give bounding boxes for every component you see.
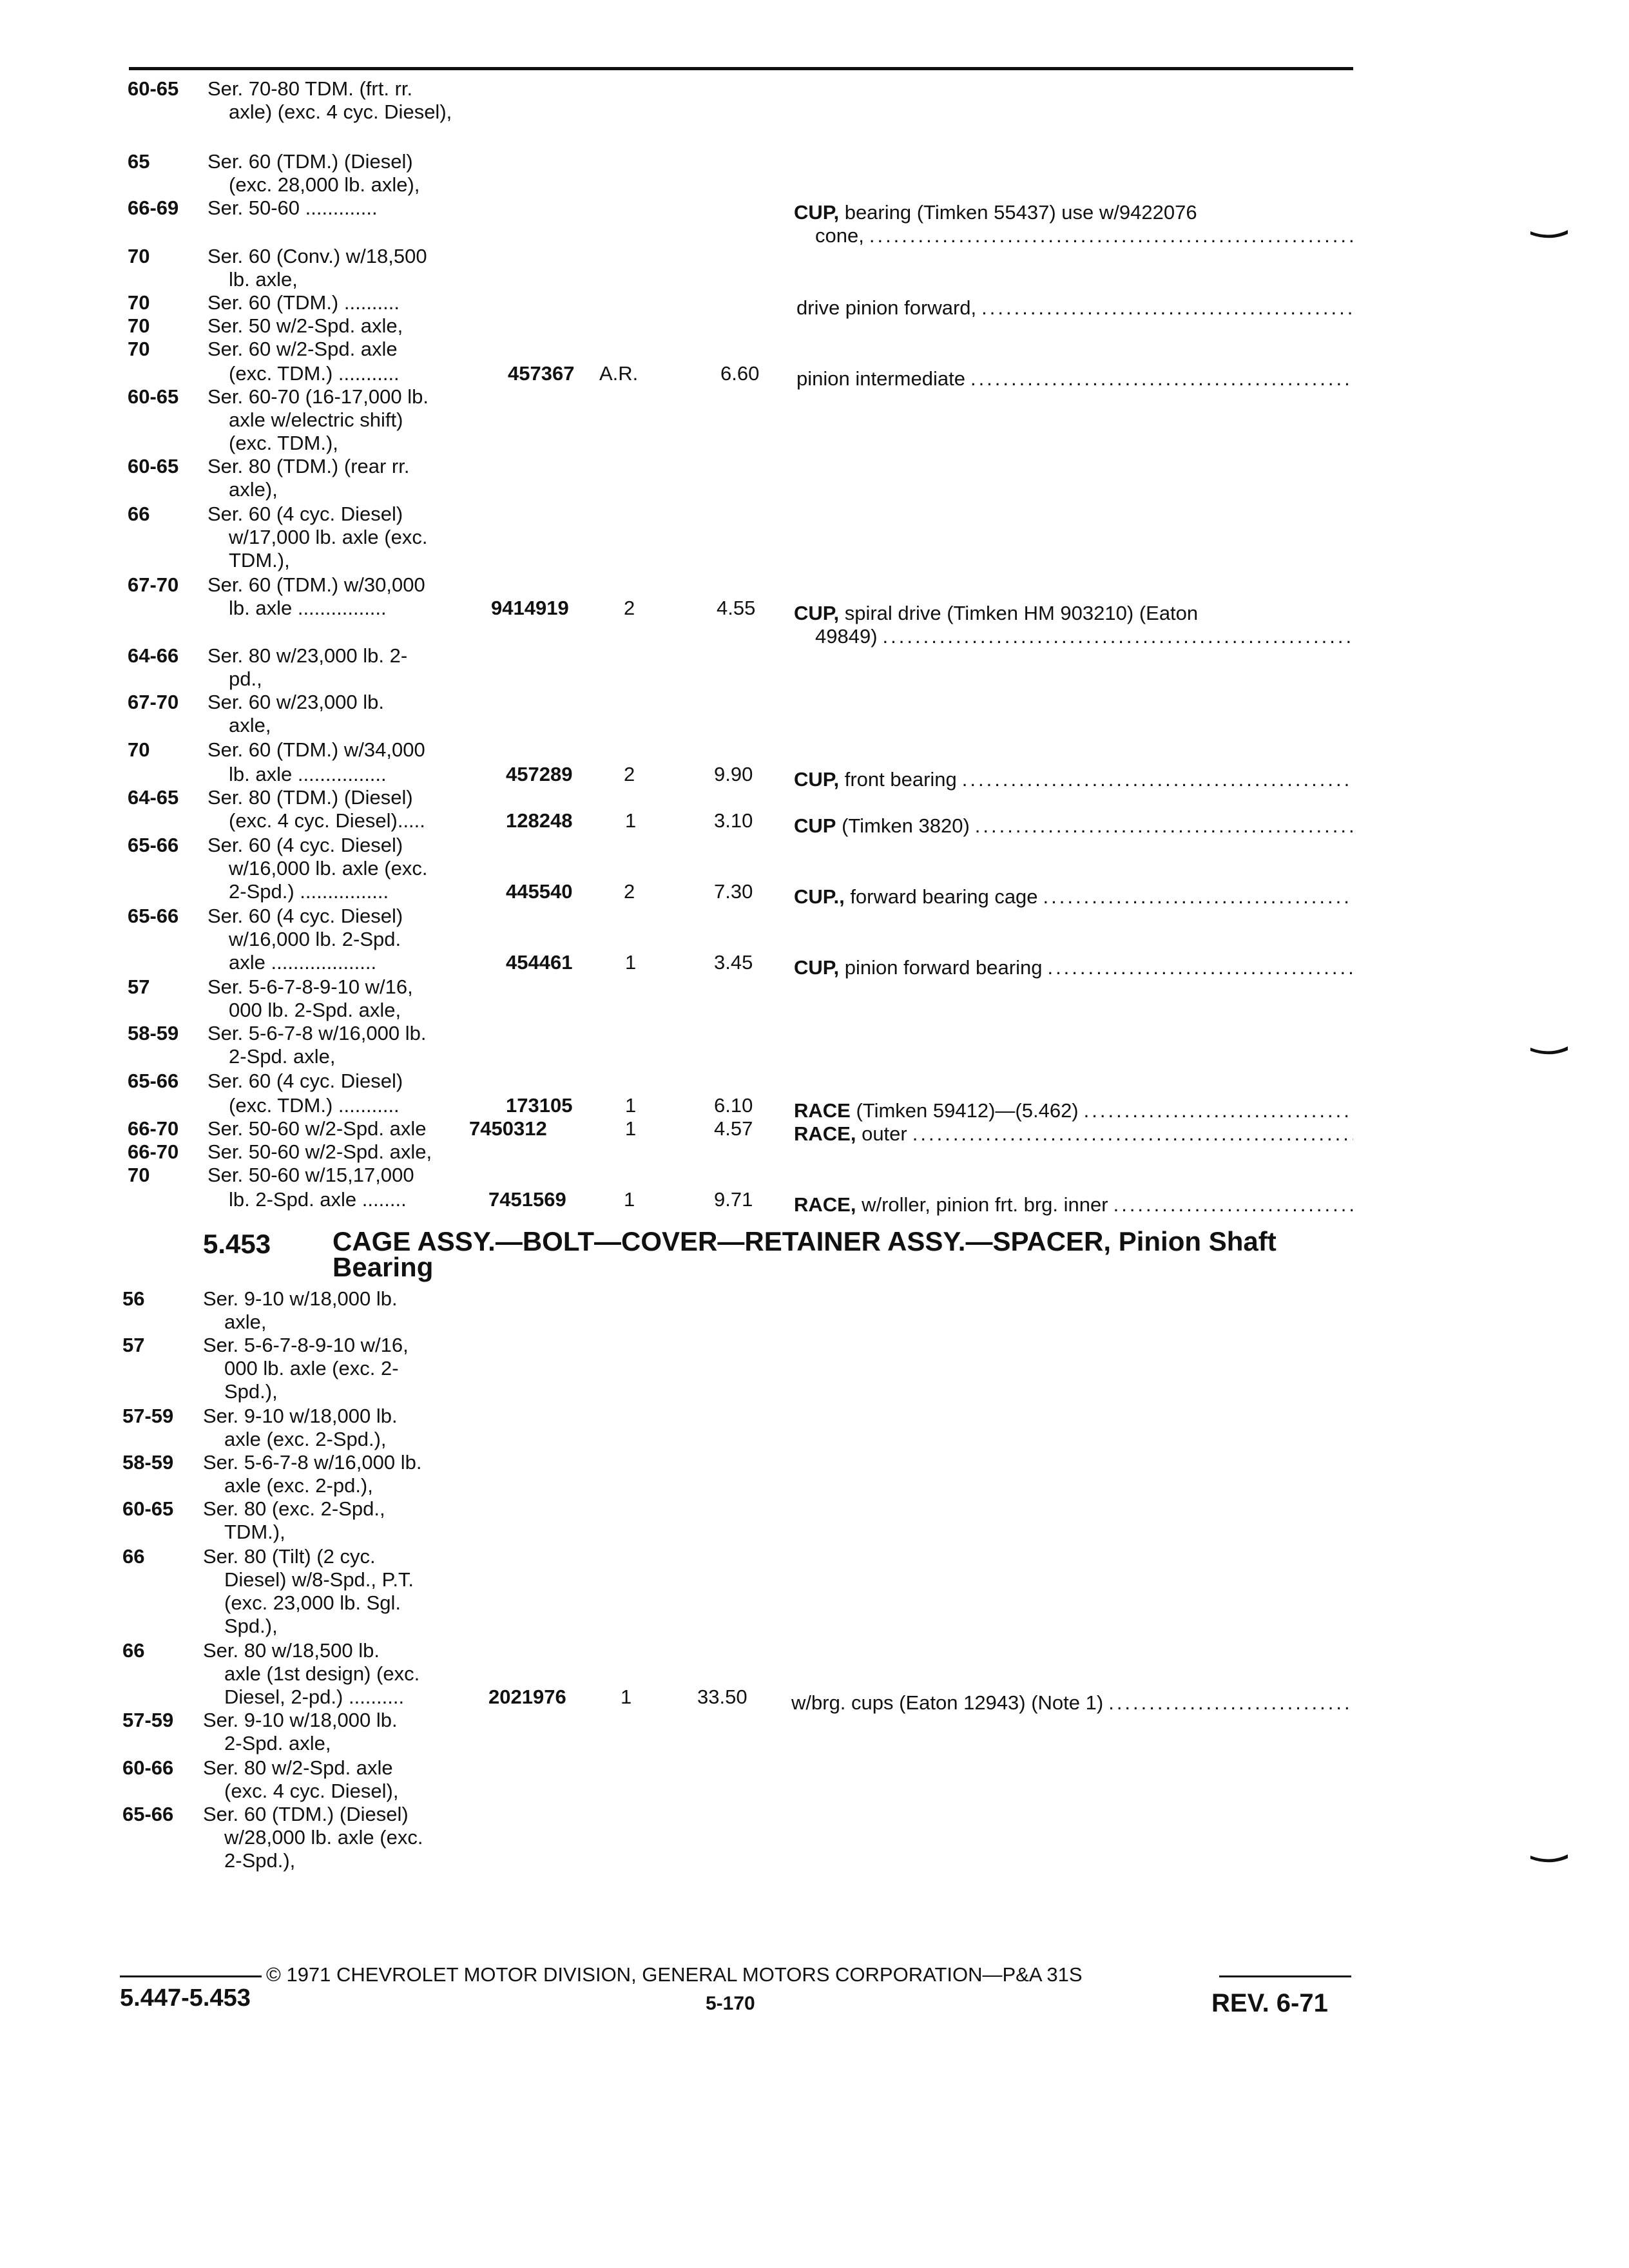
- application-cell: 2-Spd. axle,: [229, 1045, 336, 1068]
- application-cell: Ser. 80 w/18,500 lb.: [203, 1639, 380, 1662]
- description-text: 49849): [815, 625, 878, 648]
- application-cell: Ser. 60 (TDM.) w/34,000: [207, 738, 425, 761]
- part-number: 457367: [508, 362, 575, 385]
- part-number: 454461: [506, 951, 573, 974]
- description-row: [794, 1122, 1353, 1146]
- dot-leader: [962, 768, 1353, 791]
- application-cell: Ser. 5-6-7-8-9-10 w/16,: [207, 975, 413, 998]
- year-cell: 58-59: [128, 1022, 179, 1044]
- application-cell: Ser. 9-10 w/18,000 lb.: [203, 1405, 398, 1427]
- application-cell: Ser. 80 (Tilt) (2 cyc.: [203, 1545, 376, 1568]
- year-cell: 64-65: [128, 786, 179, 809]
- application-cell: axle (exc. 2-Spd.),: [224, 1428, 387, 1450]
- application-cell: Ser. 60 (4 cyc. Diesel): [207, 834, 403, 856]
- application-cell: Diesel) w/8-Spd., P.T.: [224, 1568, 414, 1591]
- application-cell: Ser. 9-10 w/18,000 lb.: [203, 1709, 398, 1731]
- description-text: drive pinion forward,: [796, 296, 977, 319]
- quantity: 2: [624, 763, 635, 785]
- application-cell: Spd.),: [224, 1615, 278, 1637]
- dot-leader: [1084, 1099, 1353, 1122]
- application-cell: axle (1st design) (exc.: [224, 1662, 420, 1685]
- description-keyword: CUP,: [794, 768, 840, 791]
- description-text: (Timken 59412)—(5.462): [856, 1099, 1079, 1122]
- application-cell: axle),: [229, 478, 278, 501]
- dot-leader: [981, 296, 1353, 320]
- year-cell: 65-66: [128, 905, 179, 927]
- price: 9.90: [714, 763, 753, 785]
- price: 4.57: [714, 1117, 753, 1140]
- price: 33.50: [697, 1686, 747, 1708]
- application-cell: Ser. 50-60 w/2-Spd. axle: [207, 1117, 427, 1140]
- application-cell: TDM.),: [229, 549, 290, 572]
- year-cell: 60-65: [128, 385, 179, 408]
- application-cell: (exc. 28,000 lb. axle),: [229, 173, 420, 196]
- application-cell: axle ...................: [229, 951, 377, 974]
- application-cell: Ser. 50-60 .............: [207, 197, 378, 219]
- application-cell: Ser. 60 (4 cyc. Diesel): [207, 905, 403, 927]
- dot-leader: [912, 1122, 1353, 1146]
- application-cell: 2-Spd. axle,: [224, 1732, 331, 1754]
- year-cell: 65: [128, 150, 150, 173]
- top-rule: [129, 67, 1353, 70]
- price: 9.71: [714, 1188, 753, 1211]
- footer-copyright: © 1971 CHEVROLET MOTOR DIVISION, GENERAL MOTORS CORPORATION—P&A 31S: [266, 1963, 1083, 1986]
- application-cell: Diesel, 2-pd.) ..........: [224, 1686, 405, 1708]
- application-cell: (exc. 23,000 lb. Sgl.: [224, 1591, 401, 1614]
- dot-leader: [970, 367, 1353, 390]
- price: 6.10: [714, 1094, 753, 1117]
- quantity: 1: [625, 809, 637, 832]
- dot-leader: [1108, 1691, 1353, 1715]
- application-cell: Ser. 80 (exc. 2-Spd.,: [203, 1497, 385, 1520]
- year-cell: 70: [128, 291, 150, 314]
- year-cell: 60-65: [128, 455, 179, 477]
- year-cell: 70: [128, 1164, 150, 1186]
- part-number: 7451569: [488, 1188, 566, 1211]
- section-number: 5.453: [203, 1229, 271, 1259]
- description-text: (Timken 3820): [842, 814, 970, 837]
- year-cell: 60-65: [122, 1497, 174, 1520]
- part-number: 7450312: [469, 1117, 547, 1140]
- application-cell: (exc. 4 cyc. Diesel),: [224, 1780, 399, 1802]
- application-cell: TDM.),: [224, 1521, 285, 1543]
- description-row: [815, 224, 1353, 247]
- application-cell: w/16,000 lb. axle (exc.: [229, 857, 428, 879]
- quantity: 1: [624, 1188, 635, 1211]
- quantity: 1: [625, 1094, 637, 1117]
- description-keyword: CUP,: [794, 602, 840, 624]
- description-row: [794, 201, 1353, 224]
- price: 7.30: [714, 880, 753, 903]
- description-text: forward bearing cage: [850, 885, 1038, 908]
- dot-leader: [883, 625, 1353, 648]
- year-cell: 67-70: [128, 691, 179, 713]
- margin-tab-mark-icon: [1530, 229, 1568, 240]
- description-keyword: CUP,: [794, 201, 840, 224]
- application-cell: 000 lb. 2-Spd. axle,: [229, 999, 401, 1021]
- year-cell: 70: [128, 245, 150, 267]
- dot-leader: [1043, 885, 1353, 908]
- year-cell: 65-66: [128, 1070, 179, 1092]
- description-row: [794, 768, 1353, 791]
- application-cell: axle) (exc. 4 cyc. Diesel),: [229, 101, 452, 123]
- application-cell: 000 lb. axle (exc. 2-: [224, 1357, 399, 1379]
- application-cell: Ser. 80 (TDM.) (Diesel): [207, 786, 413, 809]
- application-cell: Ser. 9-10 w/18,000 lb.: [203, 1287, 398, 1310]
- application-cell: 2-Spd.),: [224, 1849, 296, 1872]
- part-number: 128248: [506, 809, 573, 832]
- year-cell: 60-65: [128, 77, 179, 100]
- footer-revision: REV. 6-71: [1211, 1989, 1328, 2017]
- application-cell: lb. axle ................: [229, 763, 387, 785]
- year-cell: 64-66: [128, 644, 179, 667]
- application-cell: Ser. 60 (Conv.) w/18,500: [207, 245, 427, 267]
- description-row: [791, 1691, 1353, 1715]
- description-row: [794, 885, 1353, 908]
- year-cell: 57-59: [122, 1405, 174, 1427]
- description-keyword: CUP: [794, 814, 836, 837]
- year-cell: 57: [128, 975, 150, 998]
- description-keyword: RACE,: [794, 1122, 856, 1145]
- application-cell: lb. 2-Spd. axle ........: [229, 1188, 407, 1211]
- dot-leader: [1047, 956, 1353, 979]
- part-number: 2021976: [488, 1686, 566, 1708]
- margin-tab-mark-icon: [1530, 1853, 1568, 1865]
- description-text: w/roller, pinion frt. brg. inner: [862, 1193, 1108, 1216]
- description-text: spiral drive (Timken HM 903210) (Eaton: [844, 602, 1199, 624]
- quantity: 1: [625, 951, 637, 974]
- year-cell: 58-59: [122, 1451, 174, 1474]
- quantity: 1: [625, 1117, 637, 1140]
- description-row: [794, 1193, 1353, 1216]
- price: 6.60: [720, 362, 760, 385]
- description-row: [796, 367, 1353, 390]
- year-cell: 57-59: [122, 1709, 174, 1731]
- description-keyword: CUP.,: [794, 885, 845, 908]
- part-number: 173105: [506, 1094, 573, 1117]
- application-cell: Ser. 80 w/23,000 lb. 2-: [207, 644, 408, 667]
- quantity: 1: [621, 1686, 632, 1708]
- quantity: 2: [624, 597, 635, 619]
- application-cell: axle w/electric shift): [229, 408, 403, 431]
- description-keyword: RACE: [794, 1099, 851, 1122]
- part-number: 9414919: [491, 597, 569, 619]
- quantity: A.R.: [599, 362, 639, 385]
- year-cell: 65-66: [128, 834, 179, 856]
- description-row: [794, 956, 1353, 979]
- application-cell: Ser. 5-6-7-8 w/16,000 lb.: [203, 1451, 422, 1474]
- application-cell: (exc. TDM.) ...........: [229, 362, 400, 385]
- description-row: [794, 814, 1353, 838]
- application-cell: Ser. 60 (TDM.) (Diesel): [203, 1803, 409, 1825]
- application-cell: Ser. 60 (TDM.) w/30,000: [207, 573, 425, 596]
- application-cell: Ser. 70-80 TDM. (frt. rr.: [207, 77, 413, 100]
- application-cell: Ser. 5-6-7-8 w/16,000 lb.: [207, 1022, 427, 1044]
- description-row: [794, 602, 1353, 625]
- year-cell: 65-66: [122, 1803, 174, 1825]
- application-cell: Ser. 60 (TDM.) (Diesel): [207, 150, 413, 173]
- description-row: [815, 625, 1353, 648]
- description-keyword: CUP,: [794, 956, 840, 979]
- application-cell: Ser. 80 w/2-Spd. axle: [203, 1756, 393, 1779]
- application-cell: Ser. 50-60 w/15,17,000: [207, 1164, 414, 1186]
- application-cell: axle (exc. 2-pd.),: [224, 1474, 373, 1497]
- application-cell: Ser. 60 (4 cyc. Diesel): [207, 503, 403, 525]
- application-cell: Ser. 60 w/23,000 lb.: [207, 691, 385, 713]
- part-number: 457289: [506, 763, 573, 785]
- application-cell: axle,: [229, 714, 271, 736]
- description-row: [796, 296, 1353, 320]
- description-text: w/brg. cups (Eaton 12943) (Note 1): [791, 1691, 1104, 1714]
- application-cell: (exc. TDM.) ...........: [229, 1094, 400, 1117]
- application-cell: Ser. 60 (TDM.) ..........: [207, 291, 400, 314]
- application-cell: lb. axle,: [229, 268, 298, 291]
- application-cell: Ser. 60 w/2-Spd. axle: [207, 338, 398, 360]
- application-cell: Spd.),: [224, 1380, 278, 1403]
- year-cell: 66-70: [128, 1140, 179, 1163]
- price: 3.45: [714, 951, 753, 974]
- year-cell: 56: [122, 1287, 145, 1310]
- dot-leader: [869, 224, 1353, 247]
- description-text: pinion intermediate: [796, 367, 965, 390]
- year-cell: 66: [122, 1639, 145, 1662]
- quantity: 2: [624, 880, 635, 903]
- price: 3.10: [714, 809, 753, 832]
- description-text: front bearing: [844, 768, 957, 791]
- application-cell: w/28,000 lb. axle (exc.: [224, 1826, 423, 1849]
- section-title: CAGE ASSY.—BOLT—COVER—RETAINER ASSY.—SPACER, Pinion Shaft Bearing: [333, 1226, 1277, 1282]
- year-cell: 66: [128, 503, 150, 525]
- description-text: cone,: [815, 224, 864, 247]
- year-cell: 66-70: [128, 1117, 179, 1140]
- price: 4.55: [717, 597, 756, 619]
- application-cell: Ser. 50-60 w/2-Spd. axle,: [207, 1140, 432, 1163]
- application-cell: 2-Spd.) ................: [229, 880, 389, 903]
- year-cell: 57: [122, 1334, 145, 1356]
- description-keyword: RACE,: [794, 1193, 856, 1216]
- application-cell: axle,: [224, 1311, 267, 1333]
- application-cell: w/16,000 lb. 2-Spd.: [229, 928, 401, 950]
- application-cell: pd.,: [229, 668, 262, 690]
- description-text: bearing (Timken 55437) use w/9422076: [844, 201, 1197, 224]
- dot-leader: [1113, 1193, 1353, 1216]
- dot-leader: [975, 814, 1353, 838]
- application-cell: Ser. 60 (4 cyc. Diesel): [207, 1070, 403, 1092]
- year-cell: 70: [128, 338, 150, 360]
- application-cell: Ser. 50 w/2-Spd. axle,: [207, 314, 403, 337]
- application-cell: Ser. 5-6-7-8-9-10 w/16,: [203, 1334, 409, 1356]
- footer-rule-left: [120, 1975, 262, 1977]
- margin-tab-mark-icon: [1530, 1045, 1568, 1057]
- application-cell: lb. axle ................: [229, 597, 387, 619]
- application-cell: w/17,000 lb. axle (exc.: [229, 526, 428, 548]
- description-text: pinion forward bearing: [844, 956, 1043, 979]
- year-cell: 70: [128, 738, 150, 761]
- year-cell: 66: [122, 1545, 145, 1568]
- footer-section-range: 5.447-5.453: [120, 1984, 251, 2012]
- application-cell: Ser. 60-70 (16-17,000 lb.: [207, 385, 429, 408]
- year-cell: 67-70: [128, 573, 179, 596]
- application-cell: (exc. 4 cyc. Diesel).....: [229, 809, 425, 832]
- description-row: [794, 1099, 1353, 1122]
- application-cell: Ser. 80 (TDM.) (rear rr.: [207, 455, 410, 477]
- year-cell: 60-66: [122, 1756, 174, 1779]
- footer-page-number: 5-170: [706, 1993, 755, 2014]
- footer-rule-right: [1219, 1975, 1351, 1977]
- application-cell: (exc. TDM.),: [229, 432, 338, 454]
- year-cell: 70: [128, 314, 150, 337]
- description-text: outer: [862, 1122, 907, 1145]
- year-cell: 66-69: [128, 197, 179, 219]
- part-number: 445540: [506, 880, 573, 903]
